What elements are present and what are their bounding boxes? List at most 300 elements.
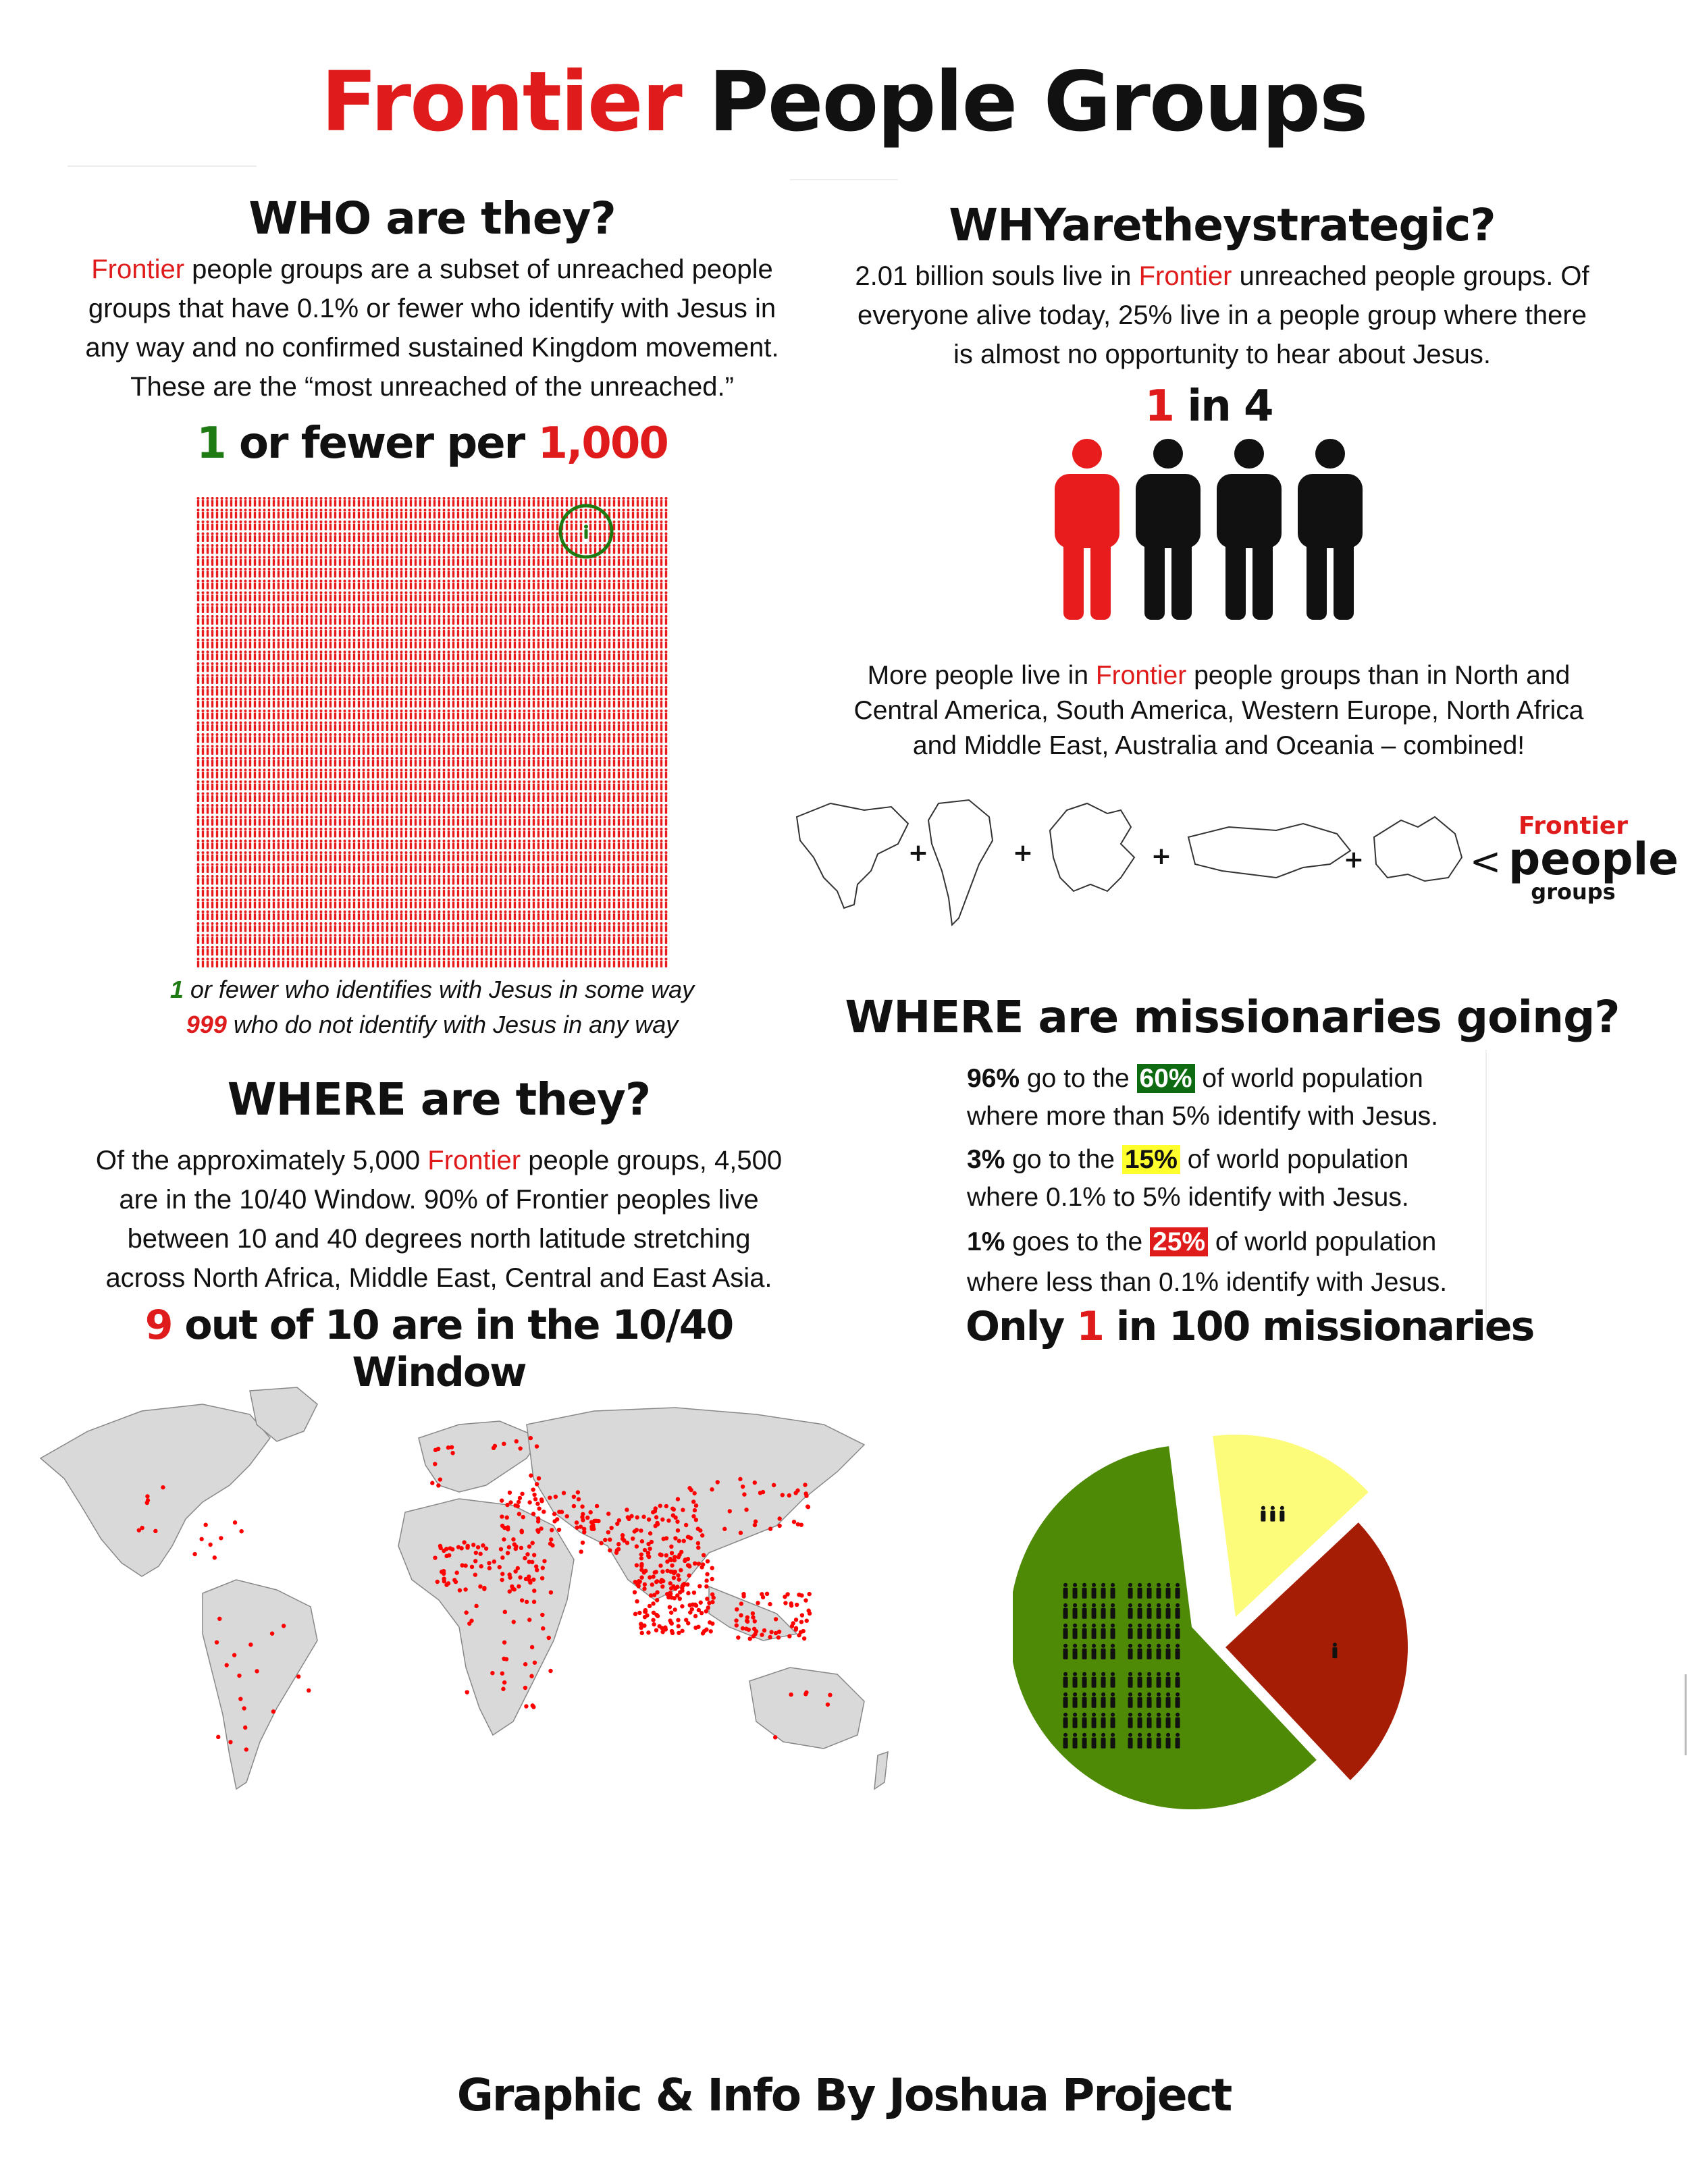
missionary-icon (1073, 1713, 1078, 1728)
south-america-shape (203, 1580, 317, 1789)
people-group-dot (794, 1626, 798, 1630)
missionary-icon (1157, 1733, 1161, 1749)
people-group-dot (641, 1515, 645, 1519)
people-group-dot (660, 1630, 664, 1634)
people-group-dot (639, 1562, 643, 1566)
missionary-icon (1082, 1624, 1087, 1639)
people-group-dot (523, 1556, 527, 1560)
people-group-dot (518, 1496, 522, 1500)
people-group-dot (710, 1487, 714, 1491)
people-group-dot (745, 1620, 749, 1624)
people-group-dot (521, 1515, 525, 1519)
people-group-dot (564, 1514, 569, 1518)
people-group-dot (637, 1579, 641, 1583)
missionary-icon (1157, 1693, 1161, 1708)
missionary-icon (1166, 1583, 1171, 1599)
people-group-dot (680, 1604, 684, 1608)
missionary-icon (1270, 1506, 1275, 1522)
people-group-dot (665, 1592, 669, 1596)
less-than-symbol: < (1469, 840, 1502, 884)
people-group-dot (803, 1491, 808, 1495)
people-group-dot (710, 1566, 714, 1570)
people-group-dot (706, 1559, 710, 1563)
missionary-icon (1082, 1733, 1087, 1749)
people-group-dot (803, 1483, 807, 1487)
people-group-dot (691, 1603, 695, 1607)
people-group-dot (676, 1573, 680, 1577)
people-group-dot (640, 1631, 644, 1635)
people-group-dot (535, 1501, 539, 1506)
missionary-icon (1092, 1583, 1097, 1599)
people-group-dot (691, 1514, 695, 1518)
people-group-dot (781, 1493, 785, 1497)
people-group-dot (482, 1587, 486, 1591)
people-group-dot (705, 1597, 709, 1601)
highlighted-person-icon (584, 525, 588, 529)
people-group-dot (675, 1520, 679, 1524)
people-group-dot (537, 1476, 541, 1480)
people-group-dot (669, 1620, 673, 1624)
people-group-dot (606, 1530, 610, 1534)
people-group-dot (793, 1491, 797, 1495)
people-group-dot (296, 1674, 300, 1678)
people-group-dot (691, 1499, 695, 1503)
people-group-dot (572, 1495, 576, 1499)
people-group-dot (693, 1508, 697, 1512)
missionary-icon (1063, 1672, 1068, 1688)
people-group-dot (531, 1512, 535, 1516)
missionary-icon (1176, 1603, 1180, 1619)
people-group-dot (668, 1581, 672, 1585)
people-group-dot (552, 1512, 556, 1516)
region-outline-maps (790, 790, 1681, 938)
people-group-dot (506, 1551, 510, 1555)
people-group-dot (680, 1589, 684, 1593)
people-group-dot (696, 1541, 700, 1545)
missionary-icon (1147, 1733, 1152, 1749)
people-group-dot (547, 1636, 551, 1640)
people-group-dot (525, 1600, 529, 1604)
people-group-dot (239, 1529, 243, 1533)
people-group-dot (728, 1509, 732, 1513)
people-group-dot (476, 1545, 480, 1549)
people-group-dot (648, 1604, 652, 1608)
people-group-dot (658, 1564, 662, 1568)
people-group-dot (744, 1508, 748, 1512)
missionary-icon (1166, 1693, 1171, 1708)
people-group-dot (803, 1598, 808, 1602)
people-group-dot (527, 1618, 531, 1622)
people-group-dot (650, 1582, 654, 1587)
people-group-dot (802, 1636, 806, 1641)
who-heading: WHO are they? (248, 192, 616, 244)
people-group-dot (473, 1572, 477, 1576)
people-group-dot (532, 1599, 536, 1603)
missionary-icon (1111, 1693, 1115, 1708)
people-group-dot (684, 1618, 688, 1622)
people-group-dot (664, 1553, 668, 1557)
people-group-dot (557, 1510, 561, 1514)
people-group-dot (657, 1624, 661, 1628)
people-group-dot (533, 1497, 537, 1501)
people-group-dot (677, 1577, 681, 1581)
missionary-icon (1101, 1583, 1106, 1599)
missionary-icon (1082, 1713, 1087, 1728)
people-group-dot (670, 1551, 674, 1555)
people-group-dot (682, 1582, 686, 1586)
people-group-dot (681, 1508, 685, 1512)
people-group-dot (608, 1537, 612, 1541)
people-group-dot (527, 1500, 531, 1504)
people-group-dot (539, 1497, 544, 1501)
people-group-dot (655, 1598, 659, 1602)
people-group-dot (537, 1506, 541, 1510)
why-heading: WHYaretheystrategic? (949, 199, 1496, 251)
people-group-dot (248, 1643, 253, 1647)
people-group-dot (652, 1593, 656, 1597)
missionary-icon (1111, 1713, 1115, 1728)
people-group-dot (648, 1547, 652, 1551)
people-group-dot (215, 1640, 219, 1644)
people-group-dot (534, 1564, 538, 1568)
people-group-dot (670, 1595, 674, 1599)
missionary-icon (1092, 1672, 1097, 1688)
people-group-dot (503, 1609, 507, 1614)
people-group-dot (664, 1536, 668, 1540)
people-group-dot (585, 1516, 589, 1520)
people-group-dot (756, 1601, 760, 1605)
missionary-icon (1111, 1672, 1115, 1688)
people-group-dot (626, 1515, 630, 1519)
person-icon (1217, 439, 1282, 620)
people-group-dot (436, 1483, 440, 1487)
missionary-icon (1092, 1733, 1097, 1749)
highlight-badge: 25% (1150, 1227, 1208, 1256)
people-group-dot (161, 1485, 165, 1489)
people-group-dot (682, 1539, 686, 1543)
missionary-icon (1128, 1713, 1133, 1728)
people-group-dot (533, 1661, 537, 1665)
people-group-dot (772, 1483, 776, 1487)
person-icon-red (1055, 439, 1119, 620)
people-group-dot (777, 1524, 781, 1528)
missionary-icon (1073, 1603, 1078, 1619)
missionary-icon (1176, 1583, 1180, 1599)
missionary-icon (1101, 1693, 1106, 1708)
people-group-dot (806, 1505, 810, 1509)
people-group-dot (692, 1591, 696, 1595)
people-group-dot (692, 1491, 696, 1495)
people-group-dot (677, 1624, 681, 1628)
people-group-dot (430, 1481, 434, 1485)
people-group-dot (676, 1618, 680, 1622)
people-group-dot (675, 1593, 679, 1597)
south-america-outline-icon (928, 800, 993, 925)
people-group-dot (549, 1537, 553, 1541)
missionary-icon (1138, 1733, 1142, 1749)
people-group-dot (799, 1620, 803, 1624)
people-group-dot (153, 1529, 157, 1533)
stat-row: 96% go to the 60% of world population where more than 5% identify with Jesus. (967, 1064, 1439, 1131)
people-grid-graphic (196, 496, 668, 969)
people-group-dot (532, 1553, 536, 1557)
people-group-dot (552, 1519, 556, 1523)
people-group-dot (669, 1610, 673, 1614)
missionary-icon (1111, 1583, 1115, 1599)
missionary-icon (1138, 1672, 1142, 1688)
people-group-dot (785, 1592, 789, 1596)
people-group-dot (792, 1520, 796, 1524)
people-group-dot (500, 1499, 504, 1503)
why-paragraph-2: More people live in Frontier people groups than in North and Central America, South America, Western Europe, North Africa and Middle East, Australia and Oceania – combined! (853, 661, 1584, 760)
people-group-dot (669, 1545, 673, 1549)
people-group-dot (690, 1607, 694, 1612)
people-group-dot (512, 1587, 517, 1591)
compare-frontier-label: Frontier (1518, 812, 1629, 840)
people-group-dot (787, 1634, 791, 1638)
missionary-icon (1063, 1603, 1068, 1619)
people-group-dot (653, 1509, 657, 1513)
people-group-dot (270, 1631, 274, 1635)
people-group-dot (478, 1551, 482, 1555)
people-group-dot (676, 1497, 680, 1501)
people-group-dot (500, 1578, 504, 1582)
people-group-dot (658, 1503, 662, 1508)
people-group-dot (433, 1555, 437, 1560)
people-group-dot (450, 1547, 454, 1551)
people-group-dot (807, 1592, 811, 1596)
people-group-dot (693, 1614, 697, 1618)
people-group-dot (517, 1512, 521, 1516)
people-group-dot (508, 1500, 512, 1504)
north-america-outline-icon (797, 803, 908, 908)
missionary-icon (1073, 1672, 1078, 1688)
stat-row: 3% go to the 15% of world population where 0.1% to 5% identify with Jesus. (967, 1145, 1409, 1212)
people-group-dot (654, 1515, 658, 1519)
people-group-dot (789, 1601, 793, 1605)
missionaries-heading: WHERE are missionaries going? (845, 991, 1620, 1043)
people-group-dot (777, 1516, 781, 1520)
people-group-dot (527, 1545, 531, 1549)
people-group-dot (734, 1618, 738, 1622)
people-group-dot (693, 1562, 697, 1566)
people-group-dot (635, 1515, 639, 1519)
highlight-badge: 60% (1137, 1064, 1195, 1093)
missionary-icon (1147, 1672, 1152, 1688)
people-group-dot (659, 1553, 663, 1557)
people-group-dot (790, 1624, 794, 1628)
highlight-badge: 15% (1122, 1145, 1180, 1174)
missionary-icon (1147, 1603, 1152, 1619)
stat-row: 1% goes to the 25% of world population where less than 0.1% identify with Jesus. (967, 1227, 1448, 1297)
people-group-dot (679, 1568, 683, 1572)
people-group-dot (192, 1552, 196, 1556)
people-group-dot (465, 1545, 469, 1549)
missionary-icon (1111, 1603, 1115, 1619)
people-group-dot (652, 1622, 656, 1626)
people-group-dot (651, 1601, 655, 1605)
missionary-icon (1261, 1506, 1265, 1522)
missionary-icon (1082, 1693, 1087, 1708)
people-group-dot (145, 1501, 149, 1505)
people-group-dot (660, 1570, 664, 1574)
people-group-dot (643, 1608, 648, 1612)
people-group-dot (672, 1571, 676, 1575)
people-group-dot (754, 1629, 758, 1633)
people-group-dot (700, 1533, 704, 1537)
people-group-dot (633, 1529, 637, 1533)
people-group-dot (686, 1591, 690, 1595)
people-group-dot (237, 1674, 241, 1678)
people-group-dot (660, 1578, 664, 1582)
people-group-dot (710, 1622, 714, 1626)
people-group-dot (647, 1517, 651, 1521)
one-in-four-figures (1047, 439, 1371, 621)
people-group-dot (635, 1563, 639, 1567)
people-group-dot (648, 1575, 652, 1579)
people-group-dot (255, 1669, 259, 1673)
people-group-dot (704, 1628, 708, 1632)
people-group-dot (696, 1545, 700, 1549)
missionary-icon (1138, 1583, 1142, 1599)
people-group-dot (672, 1558, 677, 1562)
people-group-dot (529, 1674, 533, 1678)
missionary-icon (1101, 1713, 1106, 1728)
people-group-dot (689, 1488, 693, 1492)
missionary-icon (1101, 1733, 1106, 1749)
people-group-dot (595, 1504, 599, 1508)
plus-sign: + (907, 839, 929, 867)
people-group-dot (514, 1544, 518, 1548)
people-group-dot (635, 1544, 639, 1548)
people-group-dot (271, 1709, 275, 1713)
people-group-dot (699, 1601, 703, 1605)
why-paragraph-1: 2.01 billion souls live in Frontier unreached people groups. Of everyone alive today, 25% live in a people group where there is almost no opportunity to hear about Jesus. (855, 261, 1589, 369)
new-zealand-shape (874, 1752, 888, 1789)
people-group-dot (450, 1451, 454, 1455)
people-group-dot (708, 1629, 712, 1633)
people-group-dot (540, 1576, 544, 1580)
people-group-dot (442, 1579, 446, 1583)
people-group-dot (465, 1690, 469, 1694)
people-group-dot (515, 1439, 519, 1443)
people-group-dot (484, 1547, 488, 1551)
missionary-icon (1092, 1713, 1097, 1728)
people-group-dot (694, 1503, 698, 1508)
missionary-icon (1082, 1672, 1087, 1688)
missionary-icon (1128, 1583, 1133, 1599)
people-group-dot (542, 1510, 546, 1514)
people-group-dot (654, 1628, 658, 1632)
people-group-dot (753, 1481, 757, 1485)
missionary-icon (1128, 1644, 1133, 1659)
people-group-dot (660, 1518, 664, 1522)
people-group-dot (433, 1448, 438, 1452)
missionary-icon (1101, 1672, 1106, 1688)
people-group-dot (579, 1549, 583, 1553)
missionary-icon (1157, 1624, 1161, 1639)
people-group-dot (697, 1584, 702, 1588)
who-caption-1: 1 or fewer who identifies with Jesus in some way (169, 976, 695, 1003)
people-group-dot (562, 1491, 566, 1495)
people-group-dot (232, 1653, 236, 1657)
people-group-dot (671, 1513, 675, 1517)
people-group-dot (474, 1551, 478, 1555)
people-group-dot (446, 1581, 450, 1585)
people-group-dot (648, 1531, 652, 1535)
missionary-icon (1157, 1603, 1161, 1619)
missionary-icon (1176, 1733, 1180, 1749)
where-stat: 9 out of 10 are in the 10/40 Window (144, 1302, 733, 1396)
plus-sign: + (1343, 846, 1365, 874)
people-group-dot (516, 1566, 520, 1570)
people-group-dot (677, 1555, 681, 1559)
people-group-dot (594, 1519, 598, 1523)
people-group-dot (680, 1629, 684, 1633)
people-group-dot (524, 1577, 528, 1581)
missionary-icon (1138, 1624, 1142, 1639)
people-group-dot (502, 1680, 506, 1684)
people-group-dot (498, 1565, 502, 1569)
people-group-dot (768, 1635, 772, 1639)
western-europe-outline-icon (1050, 803, 1134, 891)
people-group-dot (747, 1628, 751, 1632)
missionary-icon (1063, 1624, 1068, 1639)
people-group-dot (625, 1541, 629, 1545)
people-group-dot (753, 1523, 757, 1527)
people-group-dot (646, 1542, 650, 1546)
people-group-dot (492, 1560, 496, 1564)
people-group-dot (532, 1589, 536, 1593)
missionary-icon (1082, 1583, 1087, 1599)
footer-credit: Graphic & Info By Joshua Project (456, 2069, 1232, 2121)
people-group-dot (557, 1528, 561, 1532)
people-group-dot (694, 1518, 698, 1522)
people-group-dot (668, 1557, 672, 1562)
people-group-dot (639, 1528, 643, 1533)
people-group-dot (541, 1626, 545, 1630)
people-group-dot (687, 1564, 691, 1568)
people-group-dot (739, 1530, 743, 1535)
people-group-dot (500, 1514, 504, 1518)
people-group-dot (761, 1595, 765, 1599)
people-group-dot (145, 1494, 149, 1498)
missionaries-stat: Only 1 in 100 missionaries (966, 1303, 1534, 1350)
people-group-dot (529, 1436, 533, 1440)
divider (68, 165, 257, 167)
people-group-dot (643, 1548, 647, 1552)
people-group-dot (705, 1572, 709, 1576)
people-group-dot (524, 1704, 528, 1708)
people-group-dot (548, 1495, 552, 1499)
people-group-dot (531, 1487, 535, 1491)
missionary-icon (1128, 1603, 1133, 1619)
people-group-dot (670, 1564, 674, 1568)
people-group-dot (469, 1619, 473, 1623)
missionary-icon (1128, 1672, 1133, 1688)
people-group-dot (531, 1703, 535, 1707)
people-group-dot (633, 1612, 637, 1616)
people-group-dot (760, 1632, 764, 1636)
people-group-dot (532, 1493, 536, 1497)
people-group-dot (470, 1565, 474, 1569)
missionary-icon (1138, 1644, 1142, 1659)
people-group-dot (282, 1624, 286, 1628)
people-group-dot (700, 1565, 704, 1569)
person-icon (1298, 439, 1363, 620)
people-group-dot (520, 1598, 524, 1602)
plus-sign: + (1151, 843, 1172, 870)
